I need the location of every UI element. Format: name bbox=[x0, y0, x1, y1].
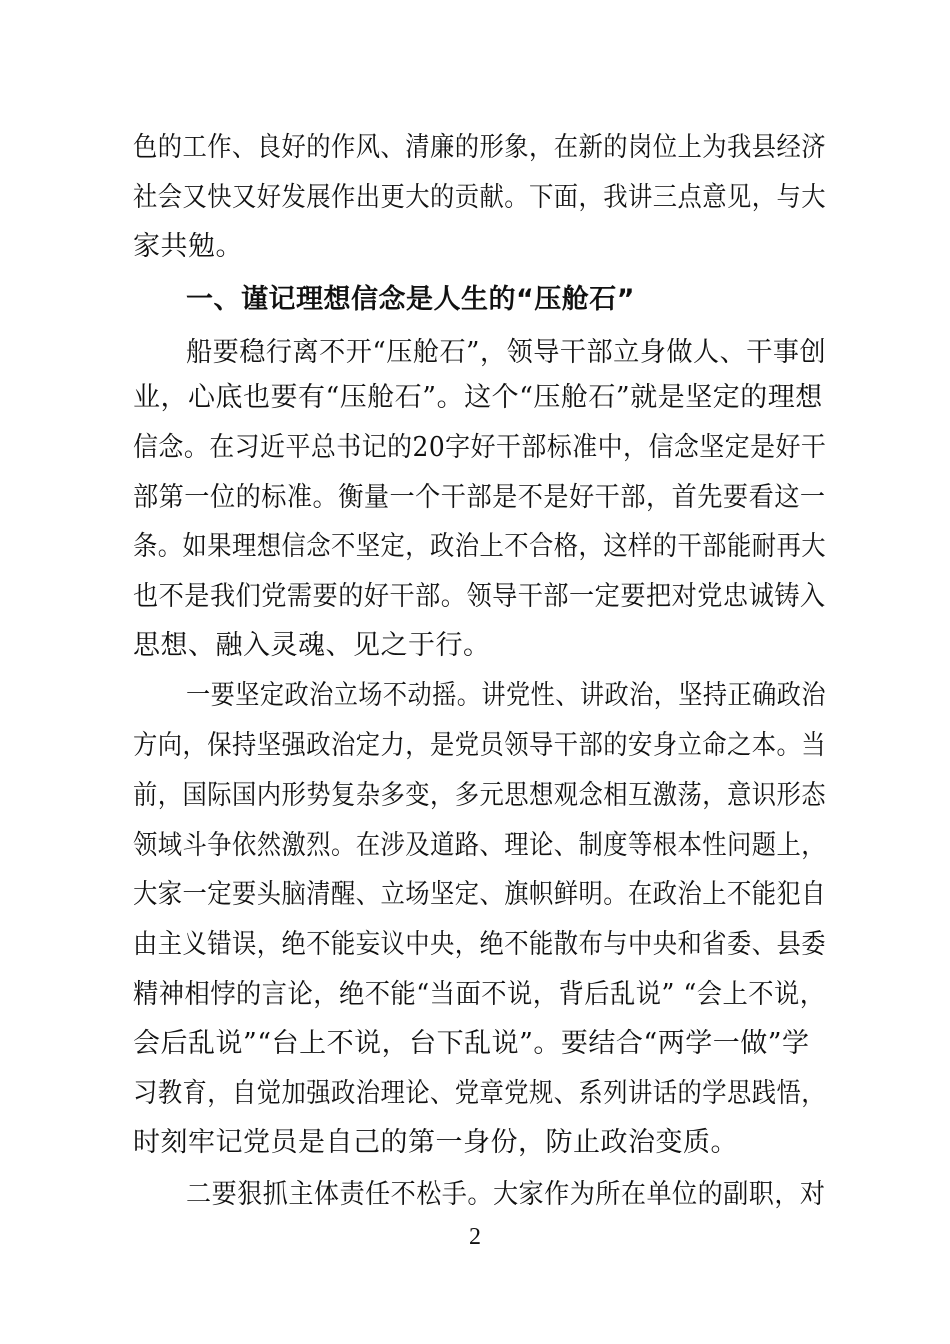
body-line: 领域斗争依然激烈。在涉及道路、理论、制度等根本性问题上， bbox=[133, 830, 826, 861]
body-line: 方向，保持坚强政治定力，是党员领导干部的安身立命之本。当 bbox=[133, 730, 826, 761]
body-line: 也不是我们党需要的好干部。领导干部一定要把对党忠诚铸入 bbox=[133, 581, 826, 612]
body-line: 色的工作、良好的作风、清廉的形象，在新的岗位上为我县经济 bbox=[133, 132, 826, 163]
body-line bbox=[186, 1178, 826, 1212]
body-line: 时刻牢记党员是自己的第一身份，防止政治变质。 bbox=[133, 1127, 738, 1158]
body-line: 信念。在习近平总书记的20字好干部标准中，信念坚定是好干 bbox=[133, 432, 827, 463]
body-line: 船要稳行离不开“压舱石”，领导干部立身做人、干事创 bbox=[186, 337, 827, 368]
body-line bbox=[186, 679, 826, 713]
body-line: 习教育，自觉加强政治理论、党章党规、系列讲话的学思践悟， bbox=[133, 1078, 826, 1109]
body-line: 家共勉。 bbox=[133, 231, 243, 262]
body-line: 社会又快又好发展作出更大的贡献。下面，我讲三点意见，与大 bbox=[133, 182, 826, 213]
body-line: 大家一定要头脑清醒、立场坚定、旗帜鲜明。在政治上不能犯自 bbox=[133, 879, 826, 910]
subheading-lead: 二要狠抓主体责任不松手。 bbox=[186, 1179, 493, 1210]
body-line: 精神相悖的言论，绝不能“当面不说，背后乱说” “会上不说， bbox=[133, 979, 826, 1010]
subheading-lead: 一要坚定政治立场不动摇。 bbox=[186, 680, 482, 711]
body-text: 讲党性、讲政治，坚持正确政治 bbox=[481, 680, 826, 711]
body-line: 会后乱说”“台上不说，台下乱说”。要结合“两学一做”学 bbox=[133, 1028, 810, 1059]
body-text: 大家作为所在单位的副职，对 bbox=[492, 1179, 826, 1210]
body-line: 思想、融入灵魂、见之于行。 bbox=[133, 630, 491, 661]
body-line: 业，心底也要有“压舱石”。这个“压舱石”就是坚定的理想 bbox=[133, 382, 823, 413]
body-line: 部第一位的标准。衡量一个干部是不是好干部，首先要看这一 bbox=[133, 482, 826, 513]
page-number: 2 bbox=[469, 1224, 481, 1250]
body-line: 前，国际国内形势复杂多变，多元思想观念相互激荡，意识形态 bbox=[133, 780, 826, 811]
body-line: 由主义错误，绝不能妄议中央，绝不能散布与中央和省委、县委 bbox=[133, 929, 826, 960]
body-line: 条。如果理想信念不坚定，政治上不合格，这样的干部能耐再大 bbox=[133, 531, 826, 562]
section-heading: 一、谨记理想信念是人生的“压舱石” bbox=[186, 284, 635, 315]
